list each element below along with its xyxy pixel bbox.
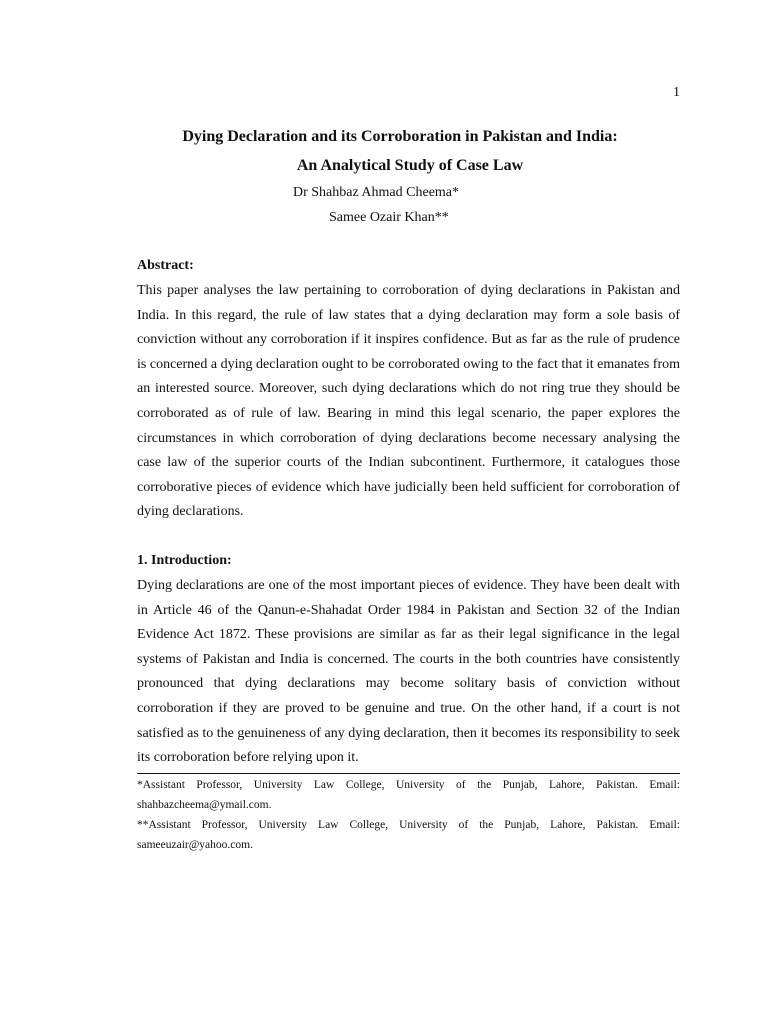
abstract-body: This paper analyses the law pertaining to corroboration of dying declarations in Pakistan and India. In this regard, the rule of law states that a dying declaration may form a sole basis of conviction without any corroboration if it inspires confidence. But as far as the rule of prudence is concerned a dying declaration ought to be corroborated owing to the fact that it emanates from an interested source. Moreover, such dying declarations which do not ring true they should be corroborated as of rule of law. Bearing in mind this legal scenario, the paper explores the circumstances in which corroboration of dying declarations become necessary analysing the case law of the superior courts of the Indian subcontinent. Furthermore, it catalogues those corroborative pieces of evidence which have judicially been held sufficient for corroboration of dying declarations.	[137, 283, 680, 520]
footnote-2: **Assistant Professor, University Law College, University of the Punjab, Lahore, Pakistan. Email: sameeuzair@yahoo.com.	[137, 819, 680, 851]
author-1: Dr Shahbaz Ahmad Cheema*	[293, 185, 460, 200]
paper-title-line-2: An Analytical Study of Case Law	[296, 157, 524, 174]
abstract-heading: Abstract:	[137, 258, 194, 273]
introduction-heading: 1. Introduction:	[137, 553, 232, 568]
footnote-divider	[137, 773, 680, 774]
page-number: 1	[673, 85, 680, 100]
paper-title-line-1: Dying Declaration and its Corroboration in Pakistan and India:	[182, 128, 618, 145]
author-2: Samee Ozair Khan**	[329, 210, 449, 225]
introduction-body: Dying declarations are one of the most important pieces of evidence. They have been dealt with in Article 46 of the Qanun-e-Shahadat Order 1984 in Pakistan and Section 32 of the Indian Evidence Act 1872. These provisions are similar as far as their legal significance in the legal systems of Pakistan and India is concerned. The courts in the both countries have consistently pronounced that dying declarations may become solitary basis of conviction without corroboration if they are proved to be genuine and true. On the other hand, if a court is not satisfied as to the genuineness of any dying declaration, then it becomes its responsibility to seek its corroboration before relying upon it.	[137, 578, 680, 766]
footnote-1: *Assistant Professor, University Law College, University of the Punjab, Lahore, Pakistan. Email: shahbazcheema@ymail.com.	[137, 779, 680, 811]
